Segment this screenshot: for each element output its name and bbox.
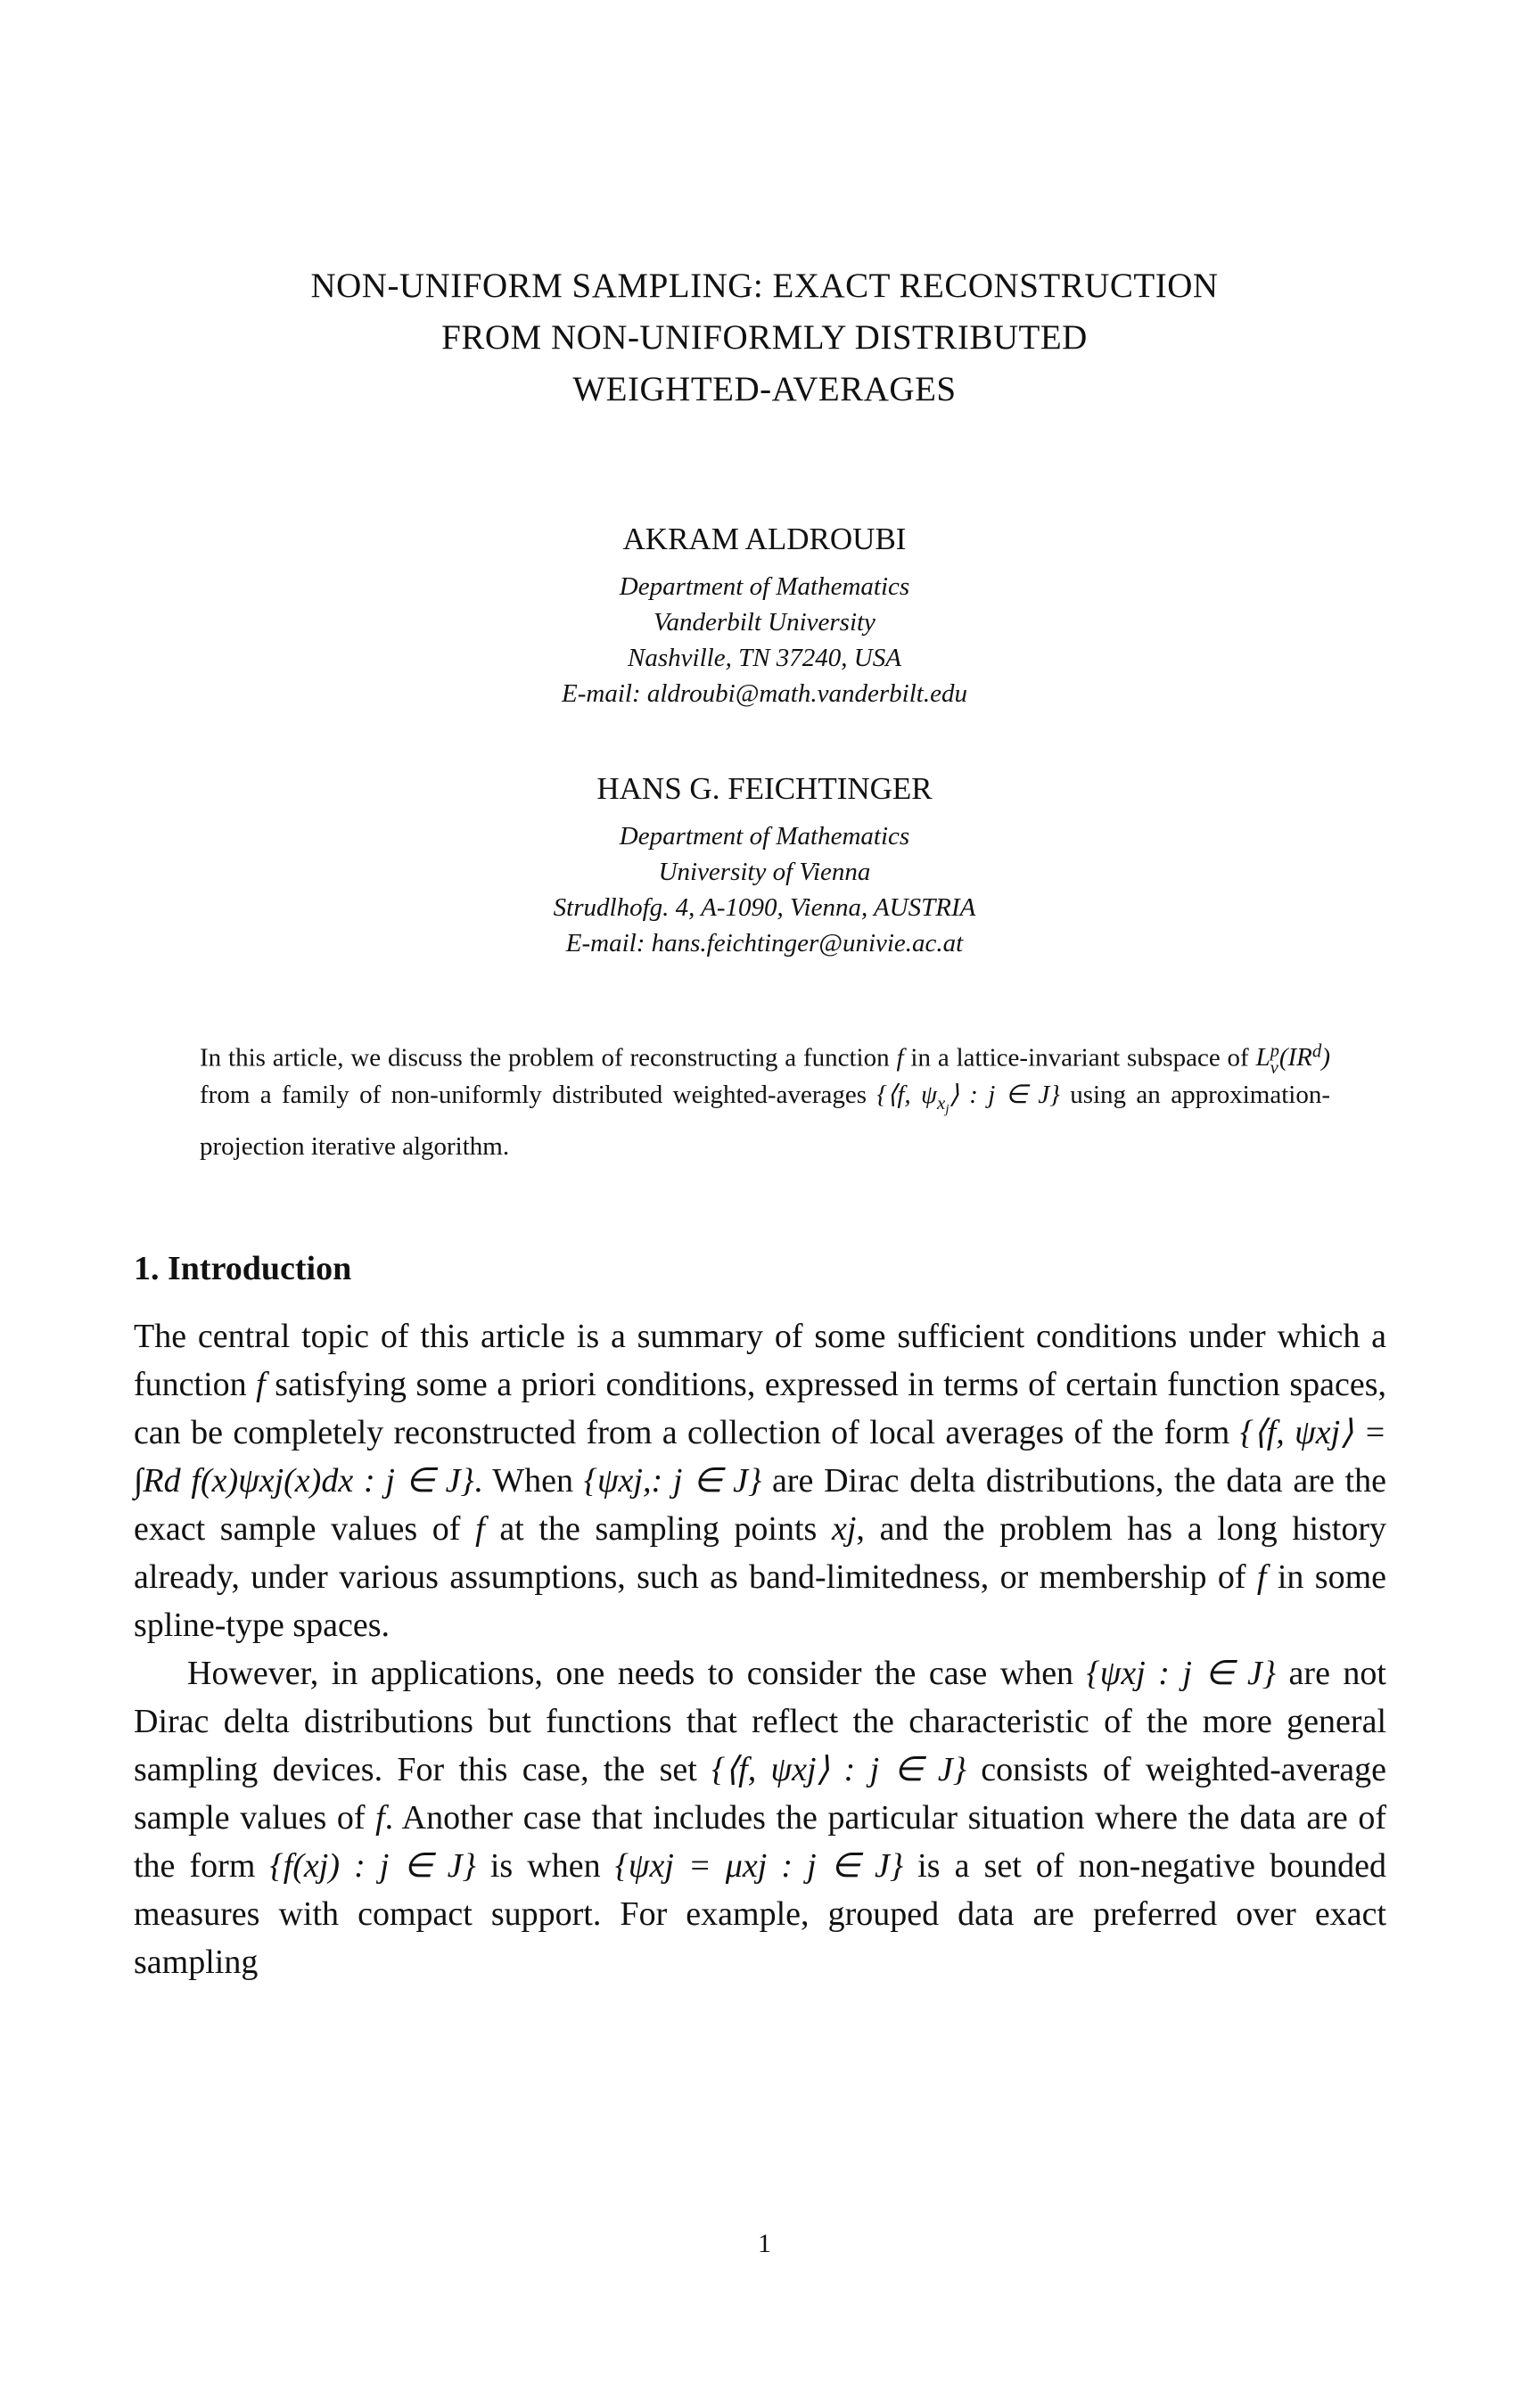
math-eq: {ψxj : j ∈ J} [1086, 1655, 1277, 1692]
author-block-2 [267, 767, 1262, 961]
page-number: 1 [758, 2229, 771, 2258]
paragraph-2: However, in applications, one needs to consider the case when {ψxj : j ∈ J} are not Dirac delta distributions but functions that reflect the characteristic of the more general sampling devices. For this case, the set {⟨f, ψxj⟩ : j ∈ J} consists of weighted-average sample values of f. Another case that includes the particular situation where the data are of the form {f(xj) : j ∈ J} is when {ψxj = μxj : j ∈ J} is a set of non-negative bounded measures with compact support. For example, grouped data are preferred over exact sampling [134, 1655, 1386, 1981]
abstract-text: in a lattice-invariant subspace of [903, 1043, 1256, 1073]
affiliation-line: University of Vienna [658, 858, 871, 886]
paper-title [134, 260, 1395, 415]
author-name: AKRAM ALDROUBI [622, 522, 907, 556]
math-eq: {ψxj = μxj : j ∈ J} [614, 1847, 904, 1885]
section-number: 1. [134, 1250, 160, 1287]
author-name: HANS G. FEICHTINGER [596, 771, 933, 806]
math-eq: {f(xj) : j ∈ J} [269, 1847, 476, 1885]
title-line-2: FROM NON-UNIFORMLY DISTRIBUTED [441, 318, 1088, 357]
abstract-text: In this article, we discuss the problem of reconstructing a function [200, 1043, 897, 1073]
math-eq: {⟨f, ψxj⟩ : j ∈ J} [711, 1751, 966, 1788]
section-title: Introduction [168, 1250, 352, 1287]
math-eq: {ψxj,: j ∈ J} [583, 1462, 762, 1500]
math-sample-set: {⟨f, $\psi_{x_j}⟩$ : j ∈ J} [876, 1081, 1060, 1117]
affiliation-line: Strudlhofg. 4, A-1090, Vienna, AUSTRIA [553, 893, 976, 922]
author-email: E-mail: hans.feichtinger@univie.ac.at [565, 929, 964, 957]
abstract-text: from a family of non-uniformly distributed weighted-averages [200, 1081, 877, 1110]
section-heading [134, 1246, 351, 1291]
author-email: E-mail: aldroubi@math.vanderbilt.edu [562, 679, 967, 708]
title-line-3: WEIGHTED-AVERAGES [572, 370, 957, 408]
body-text [134, 1312, 1386, 1986]
paragraph-1: The central topic of this article is a summary of some sufficient conditions under which a function f satisfying some a priori conditions, expressed in terms of certain function spaces, can be completely reconstructed from a collection of local averages of the form {⟨f, ψxj⟩ = ∫Rd f(x)ψxj(x)dx : j ∈ J}. When {ψxj,: j ∈ J} are Dirac delta distributions, the data are the exact sample values of f at the sampling points xj, and the problem has a long history already, under various assumptions, such as band-limitedness, or membership of f in some spline-type spaces. [134, 1318, 1387, 1644]
math-space: L p v $(IR^d)$ [1255, 1040, 1330, 1078]
affiliation-line: Department of Mathematics [619, 572, 910, 601]
affiliation-line: Nashville, TN 37240, USA [628, 644, 901, 672]
affiliation-line: Department of Mathematics [619, 822, 910, 851]
title-line-1: NON-UNIFORM SAMPLING: EXACT RECONSTRUCTION [310, 267, 1219, 305]
author-block-1 [267, 517, 1262, 711]
math-eq: {⟨f, ψxj⟩ = ∫Rd f(x)ψxj(x)dx : j ∈ J} [134, 1414, 1386, 1500]
affiliation-line: Vanderbilt University [654, 608, 875, 637]
abstract [200, 1032, 1330, 1165]
math-f: f [896, 1043, 904, 1073]
abstract-text: using an approximation-projection iterative algorithm. [200, 1081, 1330, 1162]
